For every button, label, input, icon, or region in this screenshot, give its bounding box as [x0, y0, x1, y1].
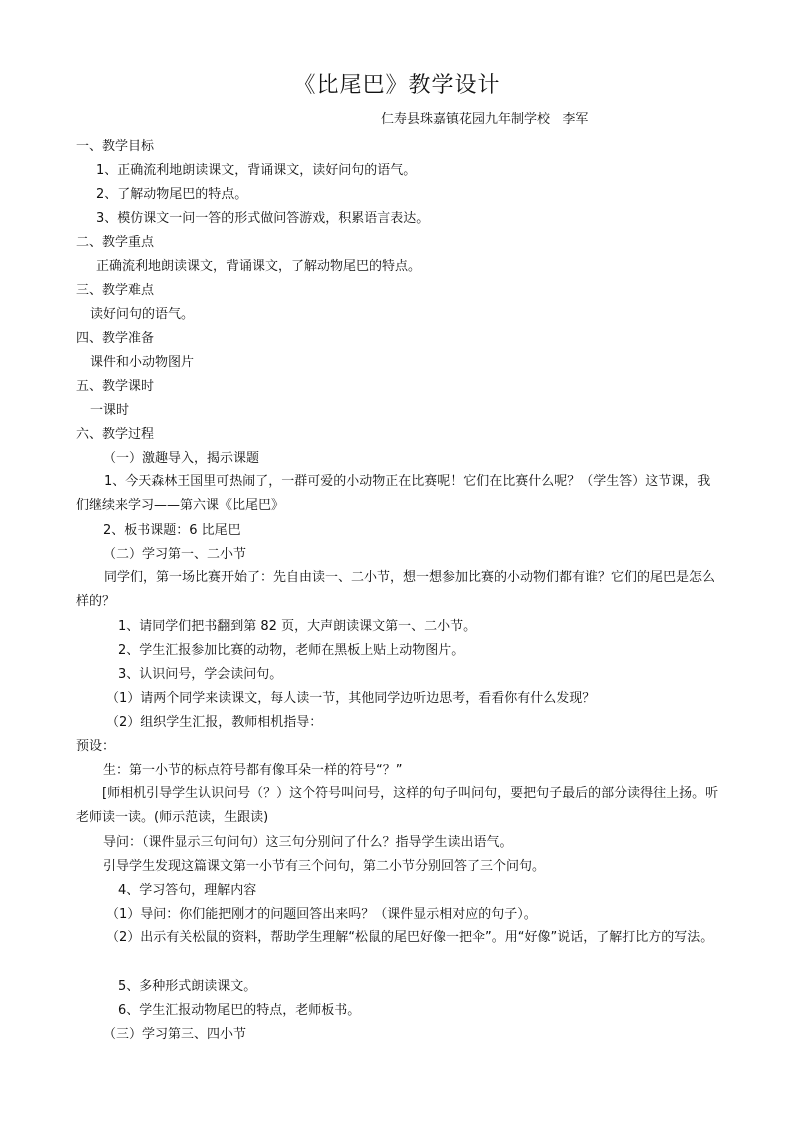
- list-item: （1）请两个同学来读课文，每人读一节，其他同学边听边思考，看看你有什么发现？: [106, 691, 596, 706]
- list-item: 6、学生汇报动物尾巴的特点，老师板书。: [118, 1003, 361, 1018]
- paragraph: （2）出示有关松鼠的资料，帮助学生理解“松鼠的尾巴好像一把伞”。用“好像”说话，了解打比方的写法。: [106, 930, 714, 945]
- section-heading: 一、教学目标: [76, 139, 155, 154]
- paragraph: 正确流利地朗读课文，背诵课文，了解动物尾巴的特点。: [96, 259, 422, 274]
- paragraph: 导问：（课件显示三句问句）这三句分别问了什么？指导学生读出语气。: [103, 835, 513, 850]
- section-heading: 六、教学过程: [76, 427, 155, 442]
- list-item: （2）组织学生汇报，教师相机指导：: [106, 715, 323, 730]
- author-line: 仁寿县珠嘉镇花园九年制学校 李军: [381, 112, 589, 127]
- paragraph: [师相机引导学生认识问号（？）这个符号叫问号，这样的句子叫问句，要把句子最后的部分读得往上扬。听老师读一读。(师示范读，生跟读): [76, 786, 719, 825]
- paragraph: 一课时: [90, 403, 130, 418]
- section-heading: 三、教学难点: [76, 283, 155, 298]
- list-item: 2、学生汇报参加比赛的动物，老师在黑板上贴上动物图片。: [118, 643, 465, 658]
- list-item: 4、学习答句，理解内容: [118, 883, 257, 898]
- list-item: 1、请同学们把书翻到第 82 页，大声朗读课文第一、二小节。: [118, 619, 477, 634]
- section-heading: 五、教学课时: [76, 379, 155, 394]
- paragraph: 生：第一小节的标点符号都有像耳朵一样的符号“？”: [103, 763, 403, 778]
- list-item: 3、模仿课文一问一答的形式做问答游戏，积累语言表达。: [96, 211, 430, 226]
- paragraph: 引导学生发现这篇课文第一小节有三个问句，第二小节分别回答了三个问句。: [103, 859, 546, 874]
- paragraph: 预设：: [76, 739, 116, 754]
- list-item: 2、了解动物尾巴的特点。: [96, 187, 248, 202]
- section-heading: 四、教学准备: [76, 331, 155, 346]
- list-item: （1）导问：你们能把刚才的问题回答出来吗？（课件显示相对应的句子）。: [106, 907, 537, 922]
- list-item: 3、认识问号，学会读问句。: [118, 667, 283, 682]
- subsection-heading: （三）学习第三、四小节: [103, 1027, 247, 1042]
- subsection-heading: （二）学习第一、二小节: [103, 547, 247, 562]
- list-item: 1、正确流利地朗读课文，背诵课文，读好问句的语气。: [96, 163, 417, 178]
- document-title: 《比尾巴》教学设计: [293, 73, 501, 98]
- list-item: 5、多种形式朗读课文。: [118, 979, 257, 994]
- paragraph: 课件和小动物图片: [90, 355, 195, 370]
- list-item: 2、板书课题：6 比尾巴: [103, 523, 241, 538]
- paragraph: 1、今天森林王国里可热闹了，一群可爱的小动物正在比赛呢！它们在比赛什么呢？（学生答）这节课，我们继续来学习——第六课《比尾巴》: [76, 474, 711, 513]
- paragraph: 同学们，第一场比赛开始了：先自由读一、二小节，想一想参加比赛的小动物们都有谁？它们的尾巴是怎么样的？: [76, 570, 716, 609]
- section-heading: 二、教学重点: [76, 235, 155, 250]
- paragraph: 读好问句的语气。: [90, 307, 195, 322]
- subsection-heading: （一）激趣导入，揭示课题: [103, 451, 260, 466]
